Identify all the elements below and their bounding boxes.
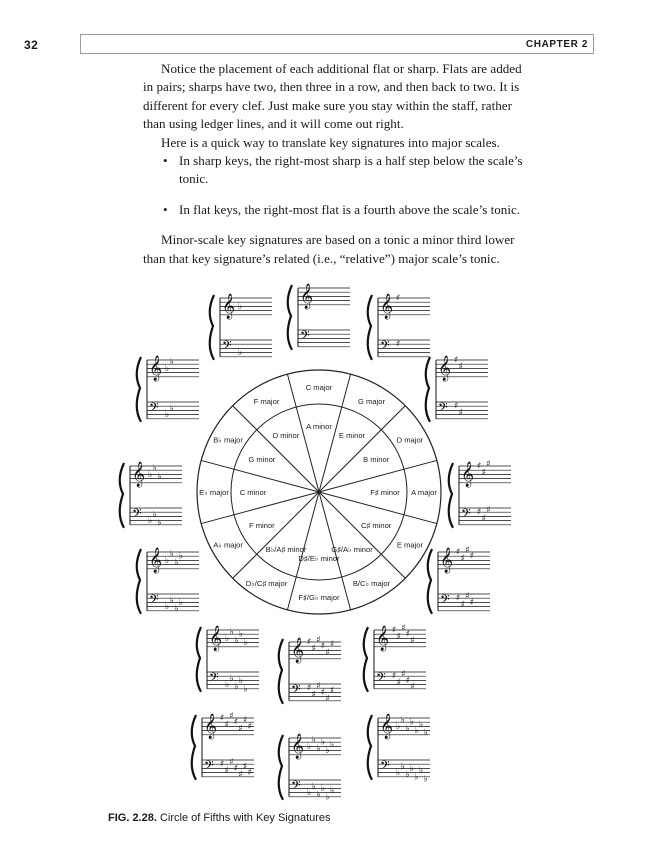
flat-icon: ♭: [325, 746, 330, 757]
sharp-icon: ♯: [316, 681, 321, 692]
sharp-icon: ♯: [469, 597, 475, 608]
flat-icon: ♭: [178, 551, 184, 562]
flat-icon: ♭: [330, 739, 335, 750]
treble-clef-icon: 𝄞: [438, 356, 452, 381]
flat-icon: ♭: [169, 595, 174, 606]
sharp-icon: ♯: [320, 687, 326, 698]
bass-clef-icon: 𝄢: [291, 682, 301, 700]
flat-icon: ♭: [414, 772, 419, 783]
sector-divider: [233, 406, 319, 492]
sharp-icon: ♯: [456, 547, 461, 558]
grand-staff: [428, 545, 490, 613]
brace: [428, 549, 432, 614]
brace: [364, 627, 368, 692]
sharp-icon: ♯: [311, 643, 316, 654]
flat-icon: ♭: [238, 301, 243, 312]
flat-icon: ♭: [165, 410, 170, 421]
figure-caption-label: FIG. 2.28.: [108, 812, 157, 824]
minor-key-label: B♭/A♯ minor: [265, 545, 307, 555]
flat-icon: ♭: [396, 721, 401, 732]
sharp-icon: ♯: [396, 339, 401, 350]
sharp-icon: ♯: [330, 639, 335, 650]
flat-icon: ♭: [238, 629, 244, 640]
brace: [368, 295, 372, 360]
sharp-icon: ♯: [477, 507, 482, 518]
treble-clef-icon: 𝄞: [291, 638, 305, 663]
sharp-icon: ♯: [233, 763, 239, 774]
flat-icon: ♭: [400, 715, 405, 726]
sharp-icon: ♯: [460, 553, 465, 564]
sharp-icon: ♯: [486, 505, 491, 516]
sharp-icon: ♯: [307, 637, 312, 648]
sharp-icon: ♯: [465, 545, 470, 556]
sharp-icon: ♯: [243, 761, 248, 772]
flat-icon: ♭: [169, 357, 174, 368]
flat-icon: ♭: [229, 627, 234, 638]
major-key-label: A major: [411, 488, 437, 497]
minor-key-label: F minor: [248, 521, 275, 530]
flat-icon: ♭: [316, 744, 321, 754]
key-signature-staves: [120, 283, 511, 802]
major-key-label: D major: [396, 435, 424, 445]
sharp-icon: ♯: [392, 671, 397, 682]
sharp-icon: ♯: [243, 715, 248, 726]
grand-staff: [368, 713, 430, 784]
circle-of-fifths: [197, 370, 441, 614]
bullet-list: [143, 152, 527, 219]
bullet-text: In sharp keys, the right-most sharp is a half step below the scale’s tonic.: [179, 153, 523, 187]
sharp-icon: ♯: [311, 690, 316, 700]
sharp-icon: ♯: [247, 721, 252, 732]
brace: [288, 285, 292, 350]
sharp-icon: ♯: [229, 757, 234, 768]
sharp-icon: ♯: [229, 711, 234, 722]
grand-staff: [137, 355, 199, 422]
minor-key-label: C minor: [239, 488, 267, 497]
flat-icon: ♭: [409, 717, 415, 728]
bass-clef-icon: 𝄢: [380, 758, 390, 776]
sharp-icon: ♯: [410, 682, 415, 693]
bass-clef-icon: 𝄢: [149, 400, 159, 418]
minor-key-label: C♯ minor: [360, 521, 392, 530]
major-key-label: B♭ major: [213, 435, 243, 445]
sharp-icon: ♯: [458, 361, 463, 372]
sharp-icon: ♯: [456, 593, 461, 604]
major-key-label: A♭ major: [213, 540, 243, 550]
minor-key-label: G♯/A♭ minor: [331, 545, 373, 555]
bass-clef-icon: 𝄢: [300, 328, 310, 346]
sector-divider: [233, 492, 319, 578]
running-header-frame: [80, 34, 594, 54]
flat-icon: ♭: [325, 792, 330, 803]
flat-icon: ♭: [307, 741, 312, 752]
sharp-icon: ♯: [247, 768, 252, 779]
brace: [197, 627, 201, 692]
flat-icon: ♭: [225, 633, 230, 644]
flat-icon: ♭: [423, 728, 428, 739]
sector-divider: [319, 492, 405, 578]
grand-staff: [449, 459, 511, 527]
bullet-item-sharp: [143, 152, 527, 189]
bass-clef-icon: 𝄢: [376, 670, 386, 688]
minor-key-label: F♯ minor: [370, 488, 400, 497]
sharp-icon: ♯: [330, 685, 335, 696]
sharp-icon: ♯: [460, 600, 465, 610]
sharp-icon: ♯: [238, 770, 243, 781]
brace: [279, 735, 283, 800]
bullet-dot: •: [163, 201, 168, 217]
sharp-icon: ♯: [220, 713, 225, 724]
grand-staff: [192, 711, 254, 780]
treble-clef-icon: 𝄞: [291, 734, 305, 759]
brace: [120, 463, 124, 528]
bass-clef-icon: 𝄢: [149, 592, 159, 610]
bullet-text: In flat keys, the right-most flat is a fourth above the scale’s tonic.: [179, 201, 521, 217]
brace: [137, 549, 141, 614]
circle-of-fifths-figure: [0, 270, 648, 810]
flat-icon: ♭: [414, 726, 419, 737]
major-key-label: F major: [253, 397, 280, 407]
flat-icon: ♭: [330, 786, 335, 796]
flat-icon: ♭: [169, 549, 174, 560]
figure-caption-text: Circle of Fifths with Key Signatures: [159, 812, 331, 824]
sharp-icon: ♯: [486, 459, 491, 470]
bass-clef-icon: 𝄢: [461, 506, 471, 524]
flat-icon: ♭: [238, 675, 244, 686]
flat-icon: ♭: [234, 636, 239, 646]
sharp-icon: ♯: [238, 724, 243, 734]
major-key-label: F♯/G♭ major: [298, 593, 340, 602]
flat-icon: ♭: [320, 737, 326, 748]
flat-icon: ♭: [423, 774, 428, 785]
sharp-icon: ♯: [458, 408, 463, 418]
sharp-icon: ♯: [220, 759, 225, 770]
flat-icon: ♭: [311, 735, 316, 746]
treble-clef-icon: 𝄞: [380, 294, 394, 319]
treble-clef-icon: 𝄞: [149, 548, 163, 573]
treble-clef-icon: 𝄞: [376, 626, 390, 651]
flat-icon: ♭: [165, 363, 170, 374]
treble-clef-icon: 𝄞: [132, 462, 146, 487]
sharp-icon: ♯: [454, 355, 459, 366]
sector-divider: [319, 406, 405, 492]
sharp-icon: ♯: [477, 461, 482, 472]
flat-icon: ♭: [409, 763, 415, 774]
paragraph-minor: Minor-scale key signatures are based on a tonic a minor third lower than that key signature’s related (i.e., “relative”) major scale’s tonic.: [143, 232, 515, 266]
bass-clef-icon: 𝄢: [440, 592, 450, 610]
flat-icon: ♭: [238, 348, 243, 359]
grand-staff: [120, 461, 182, 528]
grand-staff: [210, 293, 272, 360]
flat-icon: ♭: [234, 682, 239, 693]
sharp-icon: ♯: [224, 766, 229, 776]
flat-icon: ♭: [405, 724, 410, 734]
flat-icon: ♭: [157, 472, 162, 482]
sharp-icon: ♯: [405, 675, 411, 686]
bass-clef-icon: 𝄢: [291, 778, 301, 796]
flat-icon: ♭: [152, 509, 157, 520]
grand-staff: [279, 733, 341, 802]
sharp-icon: ♯: [396, 631, 401, 642]
major-key-label: G major: [357, 397, 386, 407]
flat-icon: ♭: [148, 516, 153, 527]
flat-icon: ♭: [165, 602, 170, 613]
flat-icon: ♭: [307, 788, 312, 799]
grand-staff: [137, 547, 199, 614]
grand-staff: [279, 635, 341, 704]
page-number: 32: [24, 38, 39, 52]
brace: [426, 357, 430, 422]
minor-key-label: D♯/E♭ minor: [298, 554, 340, 563]
chapter-label: CHAPTER 2: [525, 39, 588, 50]
flat-icon: ♭: [174, 604, 179, 615]
grand-staff: [197, 625, 259, 694]
minor-key-label: A minor: [306, 422, 332, 431]
flat-icon: ♭: [169, 403, 174, 414]
flat-icon: ♭: [311, 781, 316, 792]
treble-clef-icon: 𝄞: [149, 356, 163, 381]
sharp-icon: ♯: [325, 694, 330, 705]
minor-key-label: G minor: [248, 455, 276, 464]
flat-icon: ♭: [225, 680, 230, 691]
paragraph-translate: Here is a quick way to translate key signatures into major scales.: [161, 134, 500, 150]
figure-caption: [108, 812, 331, 824]
sharp-icon: ♯: [410, 636, 415, 646]
sharp-icon: ♯: [396, 293, 401, 304]
flat-icon: ♭: [157, 518, 162, 529]
bass-clef-icon: 𝄢: [222, 338, 232, 356]
grand-staff: [426, 355, 488, 422]
brace: [210, 295, 214, 360]
bass-clef-icon: 𝄢: [438, 400, 448, 418]
major-key-label: D♭/C♯ major: [245, 578, 288, 588]
flat-icon: ♭: [229, 673, 234, 684]
major-key-label: E major: [396, 540, 424, 550]
flat-icon: ♭: [419, 719, 424, 730]
grand-staff: [288, 283, 350, 350]
major-key-label: B/C♭ major: [352, 578, 391, 588]
minor-key-label: E minor: [338, 430, 366, 440]
sharp-icon: ♯: [316, 635, 321, 646]
sharp-icon: ♯: [469, 551, 475, 562]
sharp-icon: ♯: [481, 514, 486, 524]
treble-clef-icon: 𝄞: [440, 548, 454, 573]
major-key-label: E♭ major: [199, 488, 229, 497]
sharp-icon: ♯: [401, 623, 406, 634]
flat-icon: ♭: [152, 463, 157, 474]
bass-clef-icon: 𝄢: [380, 338, 390, 356]
flat-icon: ♭: [243, 684, 248, 695]
sharp-icon: ♯: [454, 401, 459, 412]
sharp-icon: ♯: [465, 591, 470, 602]
minor-key-label: D minor: [272, 430, 300, 440]
sharp-icon: ♯: [307, 683, 312, 694]
treble-clef-icon: 𝄞: [461, 462, 475, 487]
treble-clef-icon: 𝄞: [209, 626, 223, 651]
flat-icon: ♭: [396, 768, 401, 779]
flat-icon: ♭: [178, 597, 184, 608]
flat-icon: ♭: [405, 770, 410, 781]
brace: [368, 715, 372, 780]
sharp-icon: ♯: [401, 669, 406, 680]
grand-staff: [368, 293, 430, 360]
sharp-icon: ♯: [392, 625, 397, 636]
treble-clef-icon: 𝄞: [300, 284, 314, 309]
treble-clef-icon: 𝄞: [380, 714, 394, 739]
sharp-icon: ♯: [233, 717, 239, 728]
bass-clef-icon: 𝄢: [204, 758, 214, 776]
treble-clef-icon: 𝄞: [204, 714, 218, 739]
sharp-icon: ♯: [396, 678, 401, 688]
flat-icon: ♭: [174, 558, 179, 568]
bass-clef-icon: 𝄢: [209, 670, 219, 688]
flat-icon: ♭: [419, 766, 424, 776]
bass-clef-icon: 𝄢: [132, 506, 142, 524]
flat-icon: ♭: [148, 469, 153, 480]
bullet-dot: •: [163, 153, 168, 169]
flat-icon: ♭: [165, 555, 170, 566]
body-text: [143, 60, 527, 268]
brace: [449, 463, 453, 528]
major-key-label: C major: [305, 383, 333, 392]
brace: [137, 357, 141, 422]
flat-icon: ♭: [320, 783, 326, 794]
sharp-icon: ♯: [320, 641, 326, 652]
brace: [279, 639, 283, 704]
flat-icon: ♭: [243, 638, 248, 649]
paragraph-flats-sharps: Notice the placement of each additional flat or sharp. Flats are added in pairs; sharps have two, then three in a row, and then back to two. It is different for every clef. Just make sure you stay within the staff, rather than using ledger lines, and it will come out right.: [143, 61, 522, 132]
bullet-item-flat: [143, 201, 527, 219]
sharp-icon: ♯: [481, 467, 486, 478]
brace: [192, 715, 196, 780]
treble-clef-icon: 𝄞: [222, 294, 236, 319]
flat-icon: ♭: [400, 761, 405, 772]
grand-staff: [364, 623, 426, 692]
minor-key-label: B minor: [363, 455, 390, 464]
sharp-icon: ♯: [224, 719, 229, 730]
sharp-icon: ♯: [325, 648, 330, 658]
flat-icon: ♭: [316, 790, 321, 801]
sharp-icon: ♯: [405, 629, 411, 640]
